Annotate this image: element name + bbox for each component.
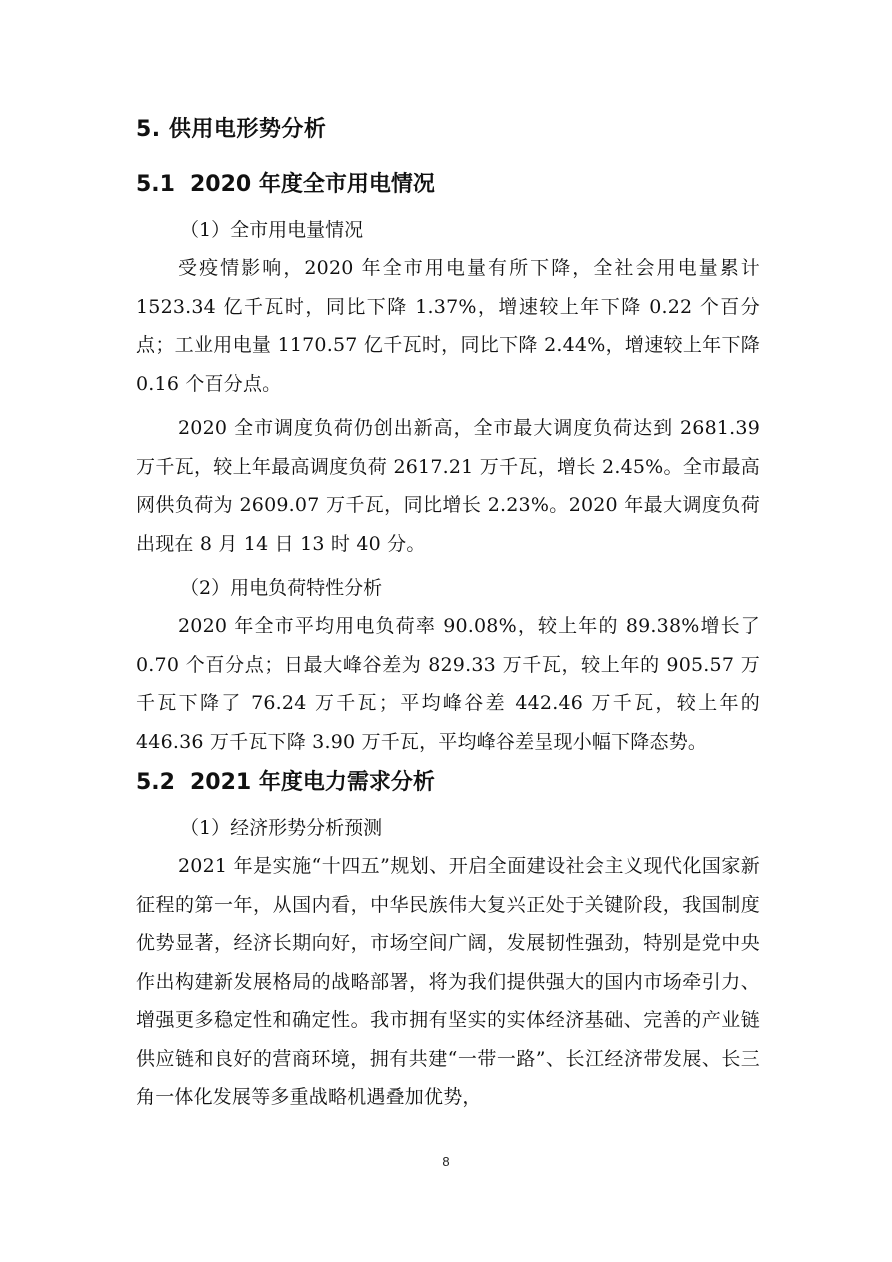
item-heading: （1）经济形势分析预测 (180, 817, 383, 839)
subsection-heading-5-2 (136, 765, 760, 801)
subsection-heading-5-1 (136, 167, 760, 203)
item-heading: （2）用电负荷特性分析 (180, 577, 383, 599)
document-body (136, 112, 760, 1117)
section-heading: 5. 供用电形势分析 (136, 117, 327, 142)
subsection-number: 5.2 (136, 770, 175, 795)
paragraph: 2020 年全市平均用电负荷率 90.08%，较上年的 89.38%增长了 0.70 个百分点；日最大峰谷差为 829.33 万千瓦，较上年的 905.57 万千瓦下降了 76.24 万千瓦；平均峰谷差 442.46 万千瓦，较上年的 446.36 万千瓦下降 3.90 万千瓦，平均峰谷差呈现小幅下降态势。 (136, 615, 760, 753)
page-number: 8 (442, 1154, 450, 1169)
item-heading: （1）全市用电量情况 (180, 219, 364, 241)
subsection-title: 2020 年度全市用电情况 (190, 172, 435, 197)
paragraph: 2020 全市调度负荷仍创出新高，全市最大调度负荷达到 2681.39 万千瓦，较上年最高调度负荷 2617.21 万千瓦，增长 2.45%。全市最高网供负荷为 2609.07 万千瓦，同比增长 2.23%。2020 年最大调度负荷出现在 8 月 14 日 13 时 40 分。 (136, 417, 760, 555)
subsection-title: 2021 年度电力需求分析 (190, 770, 435, 795)
paragraph: 2021 年是实施“十四五”规划、开启全面建设社会主义现代化国家新征程的第一年，从国内看，中华民族伟大复兴正处于关键阶段，我国制度优势显著，经济长期向好，市场空间广阔，发展韧性强劲，特别是党中央作出构建新发展格局的战略部署，将为我们提供强大的国内市场牵引力、增强更多稳定性和确定性。我市拥有坚实的实体经济基础、完善的产业链供应链和良好的营商环境，拥有共建“一带一路”、长江经济带发展、长三角一体化发展等多重战略机遇叠加优势， (136, 855, 760, 1108)
paragraph: 受疫情影响，2020 年全市用电量有所下降，全社会用电量累计 1523.34 亿千瓦时，同比下降 1.37%，增速较上年下降 0.22 个百分点；工业用电量 1170.57 亿千瓦时，同比下降 2.44%，增速较上年下降 0.16 个百分点。 (136, 257, 760, 395)
subsection-number: 5.1 (136, 172, 175, 197)
